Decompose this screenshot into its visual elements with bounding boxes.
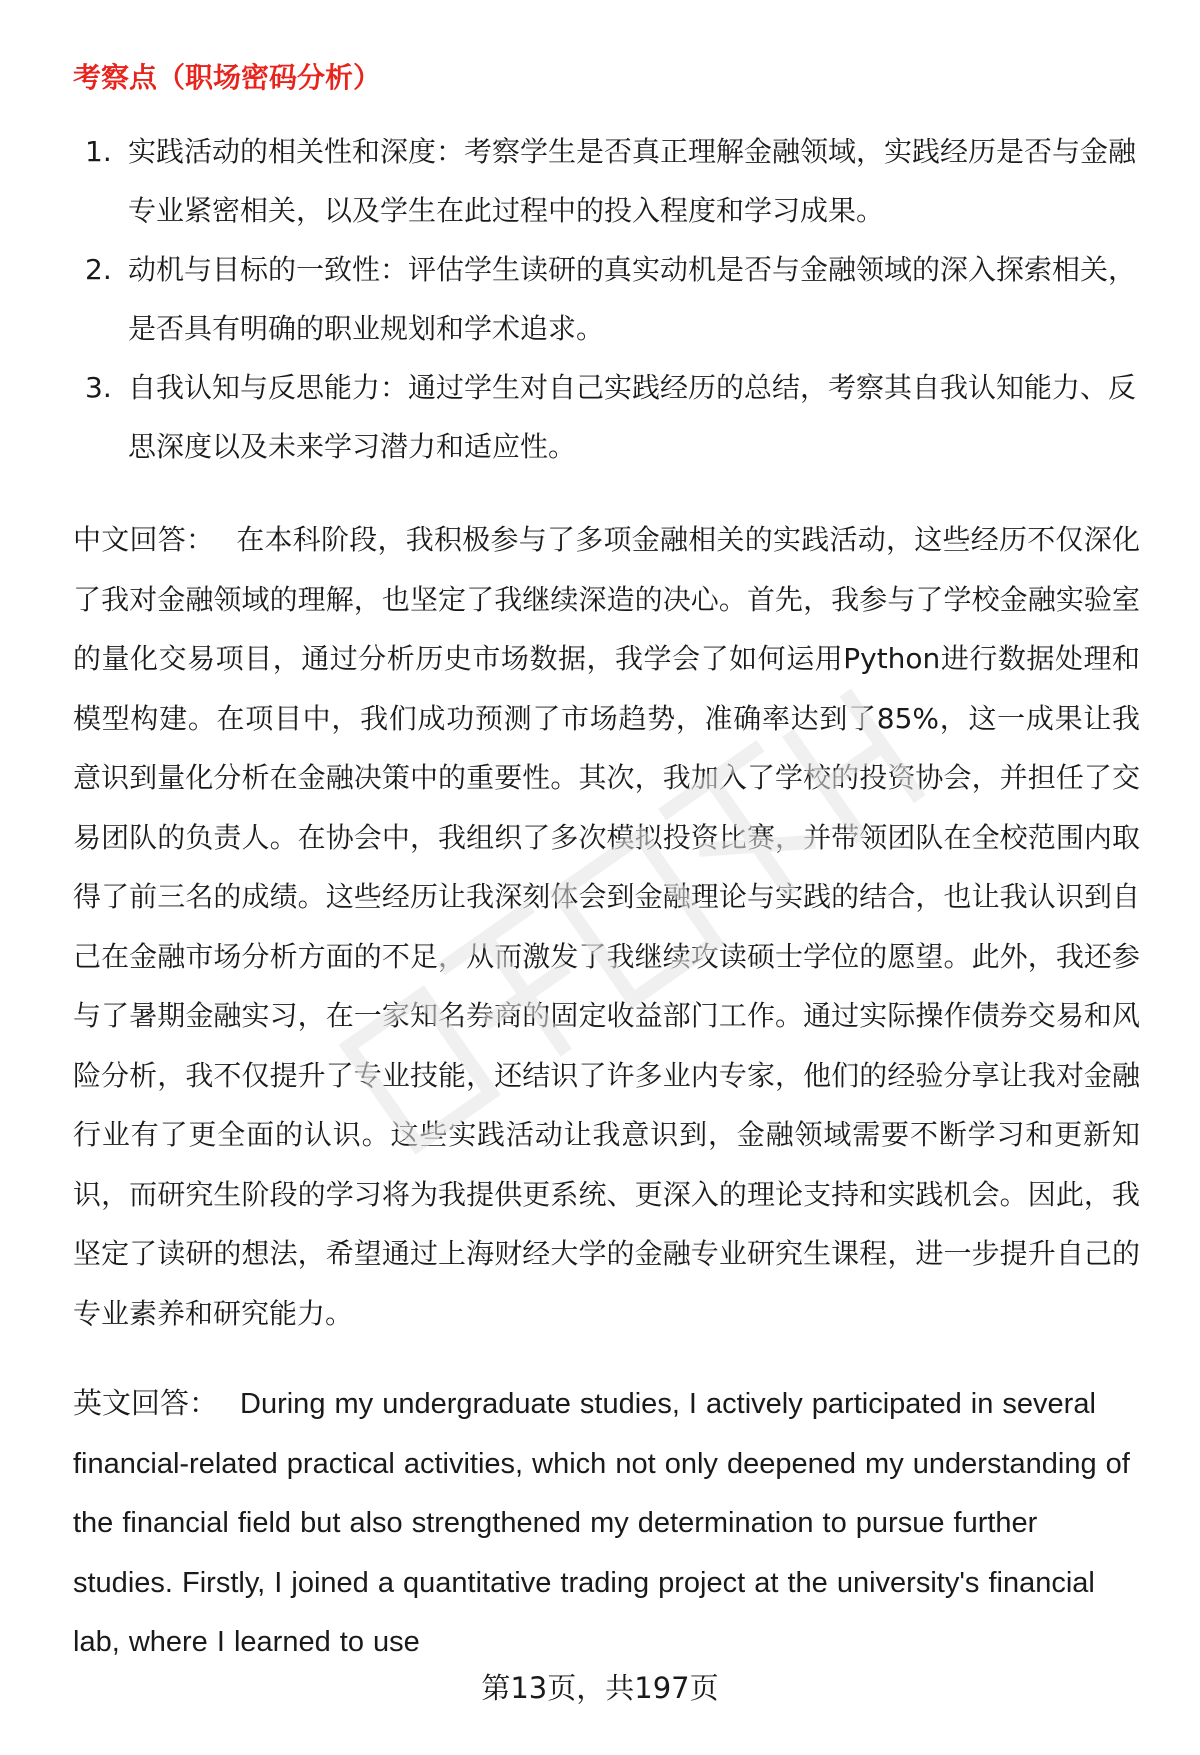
page-footer: 第13页，共197页 bbox=[481, 1671, 719, 1705]
english-answer-text: During my undergraduate studies, I actively participated in several financial-related practical activities, which not only deepened my understanding of the financial field but also strengthened my determination to pursue further studies. Firstly, I joined a quantitative trading project at the university's financial lab, where I learned to use bbox=[73, 1388, 1130, 1658]
assessment-point bbox=[73, 358, 1140, 476]
english-answer-label: 英文回答： bbox=[73, 1388, 219, 1420]
point-text: 自我认知与反思能力：通过学生对自己实践经历的总结，考察其自我认知能力、反思深度以及未来学习潜力和适应性。 bbox=[128, 371, 1137, 463]
point-text: 动机与目标的一致性：评估学生读研的真实动机是否与金融领域的深入探索相关，是否具有明确的职业规划和学术追求。 bbox=[128, 253, 1137, 345]
point-number: 1. bbox=[85, 135, 112, 168]
chinese-answer-label: 中文回答： bbox=[73, 523, 215, 556]
chinese-answer-text: 在本科阶段，我积极参与了多项金融相关的实践活动，这些经历不仅深化了我对金融领域的理解，也坚定了我继续深造的决心。首先，我参与了学校金融实验室的量化交易项目，通过分析历史市场数据，我学会了如何运用Python进行数据处理和模型构建。在项目中，我们成功预测了市场趋势，准确率达到了85%，这一成果让我意识到量化分析在金融决策中的重要性。其次，我加入了学校的投资协会，并担任了交易团队的负责人。在协会中，我组织了多次模拟投资比赛，并带领团队在全校范围内取得了前三名的成绩。这些经历让我深刻体会到金融理论与实践的结合，也让我认识到自己在金融市场分析方面的不足，从而激发了我继续攻读硕士学位的愿望。此外，我还参与了暑期金融实习，在一家知名券商的固定收益部门工作。通过实际操作债券交易和风险分析，我不仅提升了专业技能，还结识了许多业内专家，他们的经验分享让我对金融行业有了更全面的认识。这些实践活动让我意识到，金融领域需要不断学习和更新知识，而研究生阶段的学习将为我提供更系统、更深入的理论支持和实践机会。因此，我坚定了读研的想法，希望通过上海财经大学的金融专业研究生课程，进一步提升自己的专业素养和研究能力。 bbox=[73, 523, 1140, 1330]
assessment-point bbox=[73, 240, 1140, 358]
point-text: 实践活动的相关性和深度：考察学生是否真正理解金融领域，实践经历是否与金融专业紧密相关，以及学生在此过程中的投入程度和学习成果。 bbox=[128, 135, 1137, 227]
section-heading: 考察点（职场密码分析） bbox=[73, 61, 382, 94]
assessment-point bbox=[73, 122, 1140, 240]
point-number: 3. bbox=[85, 371, 112, 404]
english-answer-paragraph bbox=[73, 1375, 1140, 1673]
assessment-points-list bbox=[73, 122, 1140, 476]
point-number: 2. bbox=[85, 253, 112, 286]
chinese-answer-paragraph bbox=[73, 510, 1140, 1343]
